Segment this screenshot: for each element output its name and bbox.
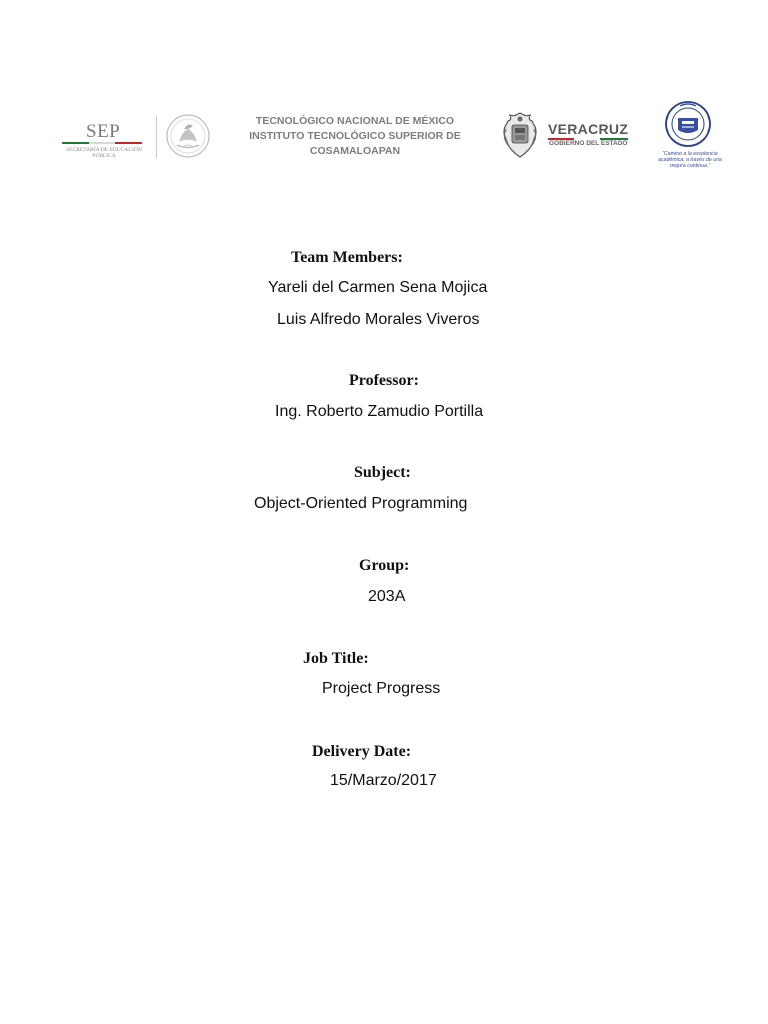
professor-name: Ing. Roberto Zamudio Portilla: [275, 403, 484, 420]
veracruz-title: VERACRUZ: [548, 121, 629, 137]
job-title-value: Project Progress: [322, 680, 441, 697]
itsc-seal-icon: [660, 98, 716, 150]
delivery-date-value: 15/Marzo/2017: [330, 772, 437, 789]
delivery-date-label: Delivery Date:: [312, 743, 412, 760]
sep-color-rule: [62, 142, 142, 144]
subject-label: Subject:: [354, 464, 411, 481]
sep-logo-subtitle: SECRETARÍA DE EDUCACIÓN PÚBLICA: [66, 147, 142, 159]
job-title-label: Job Title:: [303, 650, 369, 667]
subject-name: Object-Oriented Programming: [254, 495, 468, 512]
veracruz-subtitle: GOBIERNO DEL ESTADO: [549, 140, 628, 147]
header-divider: [156, 116, 157, 158]
document-header: [0, 0, 768, 200]
mexico-coat-of-arms-icon: [164, 112, 212, 160]
team-members-label: Team Members:: [291, 249, 403, 266]
team-member-2: Luis Alfredo Morales Viveros: [277, 311, 480, 328]
veracruz-shield-icon: [500, 111, 540, 159]
group-value: 203A: [368, 588, 406, 605]
professor-label: Professor:: [349, 372, 419, 389]
sep-logo-text: SEP: [86, 121, 121, 142]
group-label: Group:: [359, 557, 410, 574]
institution-name: [232, 114, 478, 159]
itsc-motto: “Camino a la excelencia académica, a través de una mejora continua.”: [658, 151, 722, 169]
institution-line-2: INSTITUTO TECNOLÓGICO SUPERIOR DE: [249, 130, 461, 142]
institution-line-1: TECNOLÓGICO NACIONAL DE MÉXICO: [255, 115, 455, 127]
team-member-1: Yareli del Carmen Sena Mojica: [268, 279, 488, 296]
institution-line-3: COSAMALOAPAN: [309, 145, 401, 157]
